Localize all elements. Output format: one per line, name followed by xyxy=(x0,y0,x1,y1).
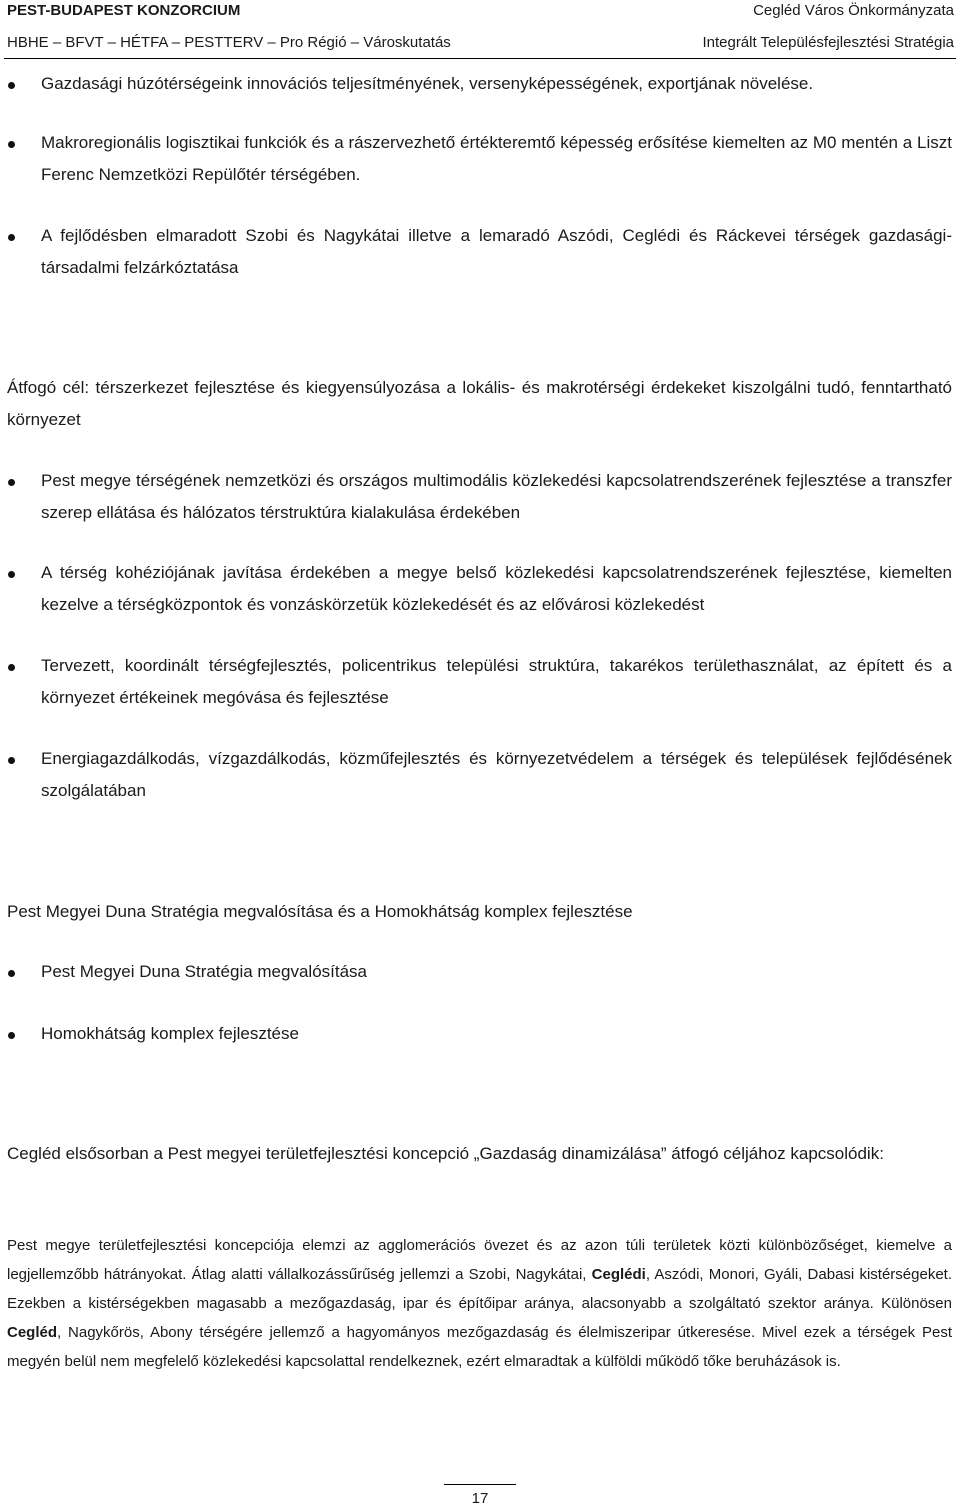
bullet-dot-icon xyxy=(8,82,15,89)
document-title: Integrált Településfejlesztési Stratégia xyxy=(702,34,954,51)
list-item: Pest Megyei Duna Stratégia megvalósítása xyxy=(41,962,368,981)
header-row-top xyxy=(7,2,954,19)
header-row-bottom xyxy=(7,34,954,51)
bullet-dot-icon xyxy=(8,571,15,578)
partner-list: HBHE – BFVT – HÉTFA – PESTTERV – Pro Régió – Városkutatás xyxy=(7,34,451,51)
municipality-name: Cegléd Város Önkormányzata xyxy=(753,2,954,19)
list-item: A térség kohéziójának javítása érdekében a megye belső közlekedési kapcsolatrendszerének fejlesztése, kiemelten kezelve a térségközpontok és vonzáskörzetük közlekedését és az elővárosi közlekedést xyxy=(41,563,952,614)
bullet-dot-icon xyxy=(8,141,15,148)
list-item: Homokhátság komplex fejlesztése xyxy=(41,1024,299,1043)
list-item: Gazdasági húzótérségeink innovációs teljesítményének, versenyképességének, exportjának növelése. xyxy=(41,74,814,93)
paragraph-text: Pest megye területfejlesztési koncepciója elemzi az agglomerációs övezet és az azon túli területek közti különbözőséget, kiemelve a legjellemzőbb hátrányokat. Átlag alatti vállalkozássűrűség jellemzi a Szobi, Nagykátai, xyxy=(7,1237,952,1283)
list-item: Tervezett, koordinált térségfejlesztés, policentrikus települési struktúra, takarékos területhasználat, az épített és a környezet értékeinek megóvása és fejlesztése xyxy=(41,656,952,707)
header-divider xyxy=(4,58,956,59)
bullet-dot-icon xyxy=(8,234,15,241)
bullet-dot-icon xyxy=(8,479,15,486)
cegled-heading: Cegléd elsősorban a Pest megyei területfejlesztési koncepció „Gazdaság dinamizálása” átfogó céljához kapcsolódik: xyxy=(7,1144,884,1163)
page-number: 17 xyxy=(471,1490,489,1507)
analysis-paragraph xyxy=(7,1231,952,1376)
bullet-dot-icon xyxy=(8,970,15,977)
paragraph-text: , Aszódi, Monori, Gyáli, Dabasi kistérségeket. Ezekben a kistérségekben magasabb a mezőgazdaság, ipar és építőipar aránya, alacsonyabb a szolgáltató szektor aránya. Különösen xyxy=(7,1266,952,1312)
bullet-dot-icon xyxy=(8,1032,15,1039)
bold-term: Ceglédi xyxy=(591,1266,646,1283)
strategy-heading: Pest Megyei Duna Stratégia megvalósítása és a Homokhátság komplex fejlesztése xyxy=(7,902,633,921)
bullet-dot-icon xyxy=(8,664,15,671)
footer-divider xyxy=(444,1484,516,1485)
bullet-dot-icon xyxy=(8,757,15,764)
list-item: A fejlődésben elmaradott Szobi és Nagykátai illetve a lemaradó Aszódi, Ceglédi és Ráckevei térségek gazdasági-társadalmi felzárkóztatása xyxy=(41,226,952,277)
list-item: Energiagazdálkodás, vízgazdálkodás, közműfejlesztés és környezetvédelem a térségek és települések fejlődésének szolgálatában xyxy=(41,749,952,800)
list-item: Pest megye térségének nemzetközi és országos multimodális közlekedési kapcsolatrendszerének fejlesztése a transzfer szerep ellátása és hálózatos térstruktúra kialakulása érdekében xyxy=(41,471,952,522)
consortium-name: PEST-BUDAPEST KONZORCIUM xyxy=(7,2,241,19)
bold-term: Cegléd xyxy=(7,1324,58,1341)
paragraph-text: , Nagykőrös, Abony térségére jellemző a hagyományos mezőgazdaság és élelmiszeripar útkeresése. Mivel ezek a térségek Pest megyén belül nem megfelelő közlekedési kapcsolattal rendelkeznek, ezért elmaradtak a külföldi működő tőke beruházások is. xyxy=(7,1324,952,1370)
goal-heading: Átfogó cél: térszerkezet fejlesztése és kiegyensúlyozása a lokális- és makrotérségi érdekeket kiszolgálni tudó, fenntartható környezet xyxy=(7,378,952,429)
list-item: Makroregionális logisztikai funkciók és a rászervezhető értékteremtő képesség erősítése kiemelten az M0 mentén a Liszt Ferenc Nemzetközi Repülőtér térségében. xyxy=(41,133,952,184)
page-header xyxy=(0,0,960,62)
